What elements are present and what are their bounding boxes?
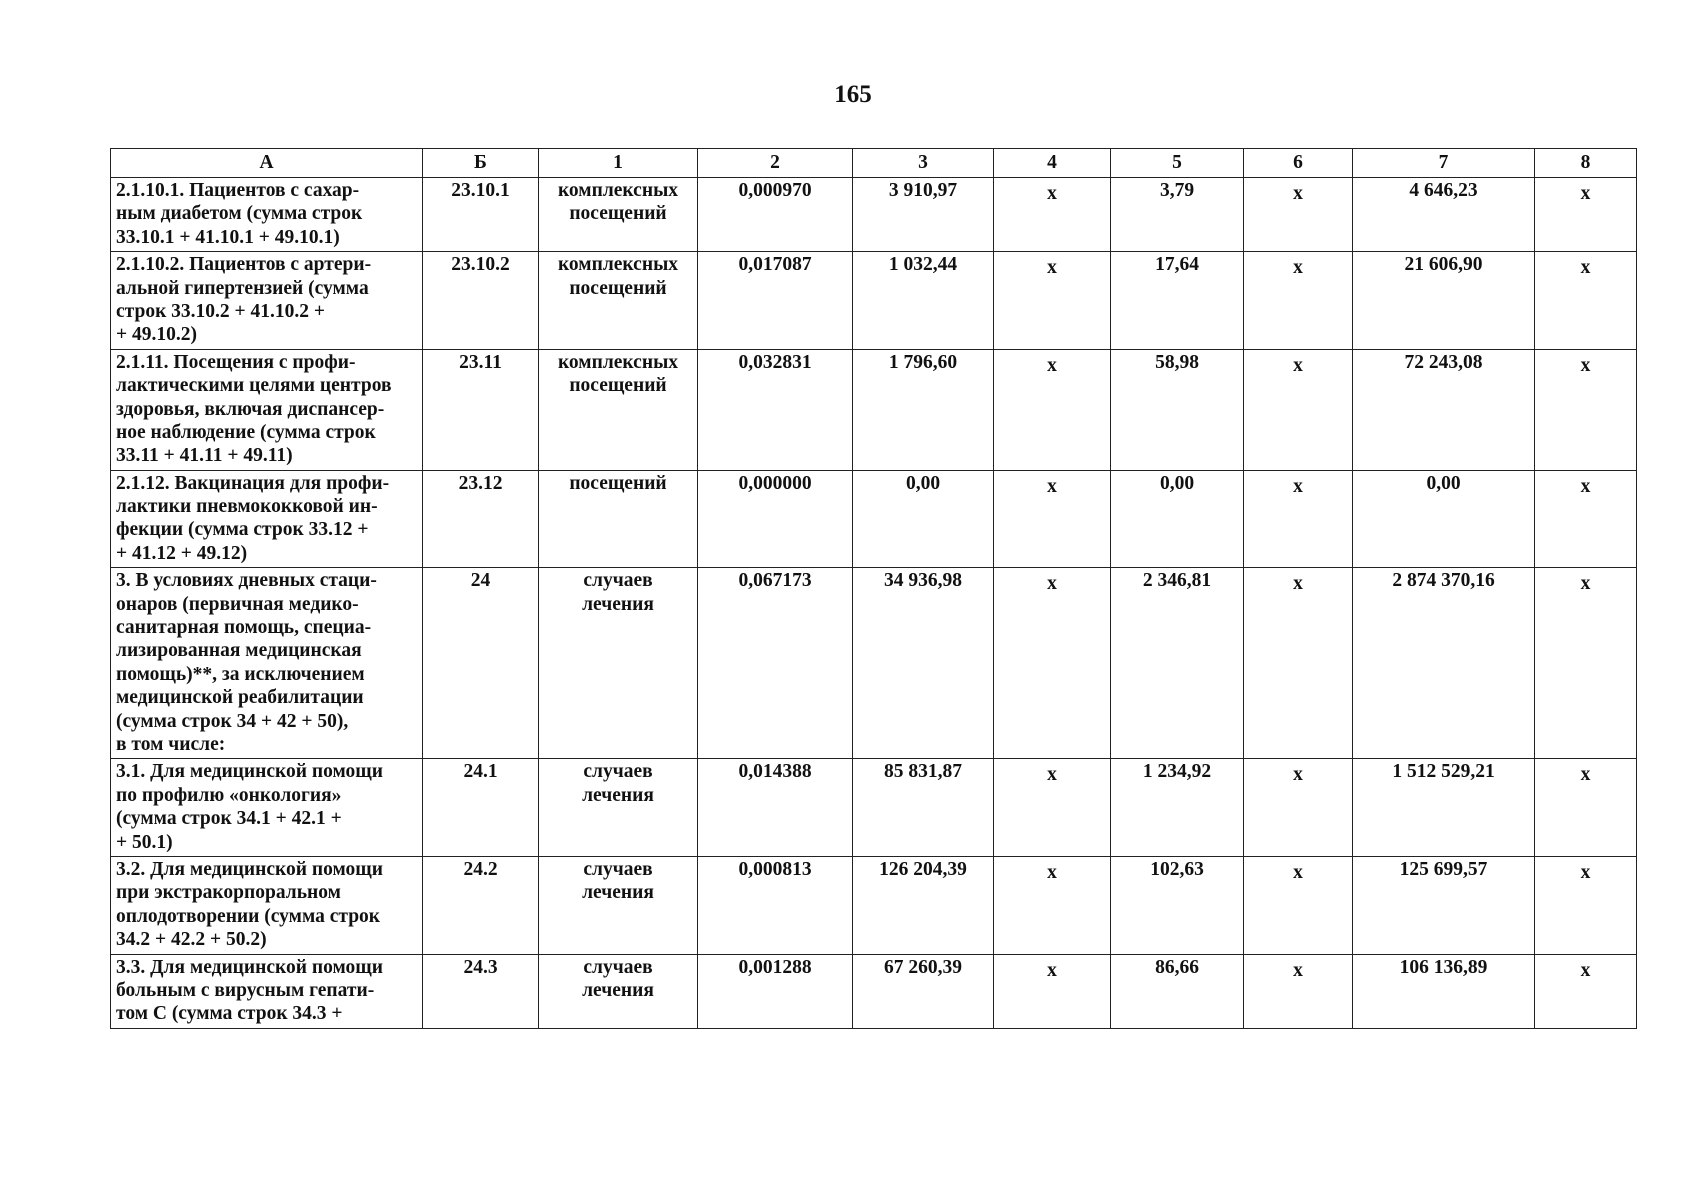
cell-col-4: х (994, 954, 1111, 1028)
cell-col-4: х (994, 856, 1111, 954)
header-col-6: 6 (1244, 149, 1353, 178)
cell-col-8: х (1535, 759, 1637, 857)
header-col-7: 7 (1353, 149, 1535, 178)
cell-col-5: 0,00 (1111, 470, 1244, 568)
cell-col-2: 0,001288 (698, 954, 853, 1028)
cell-col-a: 3.1. Для медицинской помощи по профилю «онкология» (сумма строк 34.1 + 42.1 + + 50.1) (111, 759, 423, 857)
cell-col-a: 2.1.10.1. Пациентов с сахар- ным диабетом (сумма строк 33.10.1 + 41.10.1 + 49.10.1) (111, 178, 423, 252)
cell-col-7: 125 699,57 (1353, 856, 1535, 954)
table-row (111, 759, 1637, 857)
cell-col-8: х (1535, 856, 1637, 954)
table-row (111, 568, 1637, 759)
cell-col-8: х (1535, 470, 1637, 568)
cell-col-5: 86,66 (1111, 954, 1244, 1028)
cell-col-4: х (994, 568, 1111, 759)
cell-col-3: 85 831,87 (853, 759, 994, 857)
cell-col-6: х (1244, 954, 1353, 1028)
cell-col-b: 24.3 (423, 954, 539, 1028)
header-row (111, 149, 1637, 178)
cell-col-8: х (1535, 954, 1637, 1028)
cell-col-6: х (1244, 856, 1353, 954)
header-col-b: Б (423, 149, 539, 178)
cell-col-6: х (1244, 349, 1353, 470)
cell-col-8: х (1535, 178, 1637, 252)
cell-col-a: 3.2. Для медицинской помощи при экстракорпоральном оплодотворении (сумма строк 34.2 + 42.2 + 50.2) (111, 856, 423, 954)
header-col-a: А (111, 149, 423, 178)
cell-col-5: 102,63 (1111, 856, 1244, 954)
cell-col-4: х (994, 349, 1111, 470)
cell-col-3: 0,00 (853, 470, 994, 568)
table-row (111, 349, 1637, 470)
cell-col-5: 2 346,81 (1111, 568, 1244, 759)
header-col-3: 3 (853, 149, 994, 178)
cell-col-4: х (994, 252, 1111, 350)
cell-col-1: случаев лечения (539, 759, 698, 857)
cell-col-4: х (994, 178, 1111, 252)
cell-col-2: 0,000813 (698, 856, 853, 954)
cell-col-4: х (994, 759, 1111, 857)
cell-col-4: х (994, 470, 1111, 568)
cell-col-7: 21 606,90 (1353, 252, 1535, 350)
header-col-1: 1 (539, 149, 698, 178)
cell-col-7: 4 646,23 (1353, 178, 1535, 252)
cell-col-a: 2.1.11. Посещения с профи- лактическими целями центров здоровья, включая диспансер- ное наблюдение (сумма строк 33.11 + 41.11 + 49.11) (111, 349, 423, 470)
cell-col-6: х (1244, 568, 1353, 759)
cell-col-b: 24.2 (423, 856, 539, 954)
cell-col-3: 34 936,98 (853, 568, 994, 759)
cell-col-3: 3 910,97 (853, 178, 994, 252)
header-col-5: 5 (1111, 149, 1244, 178)
cell-col-5: 58,98 (1111, 349, 1244, 470)
table-row (111, 954, 1637, 1028)
cell-col-6: х (1244, 470, 1353, 568)
cell-col-1: комплексных посещений (539, 349, 698, 470)
cell-col-3: 126 204,39 (853, 856, 994, 954)
cell-col-1: посещений (539, 470, 698, 568)
cell-col-1: комплексных посещений (539, 252, 698, 350)
cell-col-2: 0,014388 (698, 759, 853, 857)
cell-col-a: 2.1.10.2. Пациентов с артери- альной гипертензией (сумма строк 33.10.2 + 41.10.2 + + 49.10.2) (111, 252, 423, 350)
cell-col-2: 0,032831 (698, 349, 853, 470)
cell-col-b: 23.11 (423, 349, 539, 470)
cell-col-7: 72 243,08 (1353, 349, 1535, 470)
header-col-4: 4 (994, 149, 1111, 178)
cell-col-b: 23.10.2 (423, 252, 539, 350)
table-row (111, 470, 1637, 568)
cell-col-b: 23.12 (423, 470, 539, 568)
table-body (111, 178, 1637, 1029)
table-row (111, 178, 1637, 252)
cell-col-2: 0,000970 (698, 178, 853, 252)
cell-col-7: 2 874 370,16 (1353, 568, 1535, 759)
table-row (111, 252, 1637, 350)
header-col-2: 2 (698, 149, 853, 178)
cell-col-8: х (1535, 349, 1637, 470)
cell-col-3: 67 260,39 (853, 954, 994, 1028)
cell-col-a: 3.3. Для медицинской помощи больным с вирусным гепати- том С (сумма строк 34.3 + (111, 954, 423, 1028)
cell-col-1: комплексных посещений (539, 178, 698, 252)
cell-col-8: х (1535, 568, 1637, 759)
cell-col-5: 17,64 (1111, 252, 1244, 350)
cell-col-2: 0,067173 (698, 568, 853, 759)
cell-col-a: 3. В условиях дневных стаци- онаров (первичная медико- санитарная помощь, специа- лизированная медицинская помощь)**, за исключением медицинской реабилитации (сумма строк 34 + 42 + 50), в том числе: (111, 568, 423, 759)
header-col-8: 8 (1535, 149, 1637, 178)
cell-col-7: 1 512 529,21 (1353, 759, 1535, 857)
cell-col-b: 23.10.1 (423, 178, 539, 252)
cell-col-b: 24 (423, 568, 539, 759)
page-number: 165 (834, 81, 872, 108)
cell-col-b: 24.1 (423, 759, 539, 857)
cell-col-1: случаев лечения (539, 856, 698, 954)
cell-col-5: 3,79 (1111, 178, 1244, 252)
cell-col-2: 0,000000 (698, 470, 853, 568)
cell-col-7: 0,00 (1353, 470, 1535, 568)
cell-col-6: х (1244, 252, 1353, 350)
cell-col-7: 106 136,89 (1353, 954, 1535, 1028)
cell-col-1: случаев лечения (539, 568, 698, 759)
cell-col-3: 1 032,44 (853, 252, 994, 350)
table-row (111, 856, 1637, 954)
cell-col-6: х (1244, 178, 1353, 252)
cell-col-a: 2.1.12. Вакцинация для профи- лактики пневмококковой ин- фекции (сумма строк 33.12 + + 41.12 + 49.12) (111, 470, 423, 568)
cell-col-2: 0,017087 (698, 252, 853, 350)
cell-col-3: 1 796,60 (853, 349, 994, 470)
cell-col-8: х (1535, 252, 1637, 350)
data-table (110, 148, 1637, 1029)
cell-col-5: 1 234,92 (1111, 759, 1244, 857)
cell-col-1: случаев лечения (539, 954, 698, 1028)
cell-col-6: х (1244, 759, 1353, 857)
